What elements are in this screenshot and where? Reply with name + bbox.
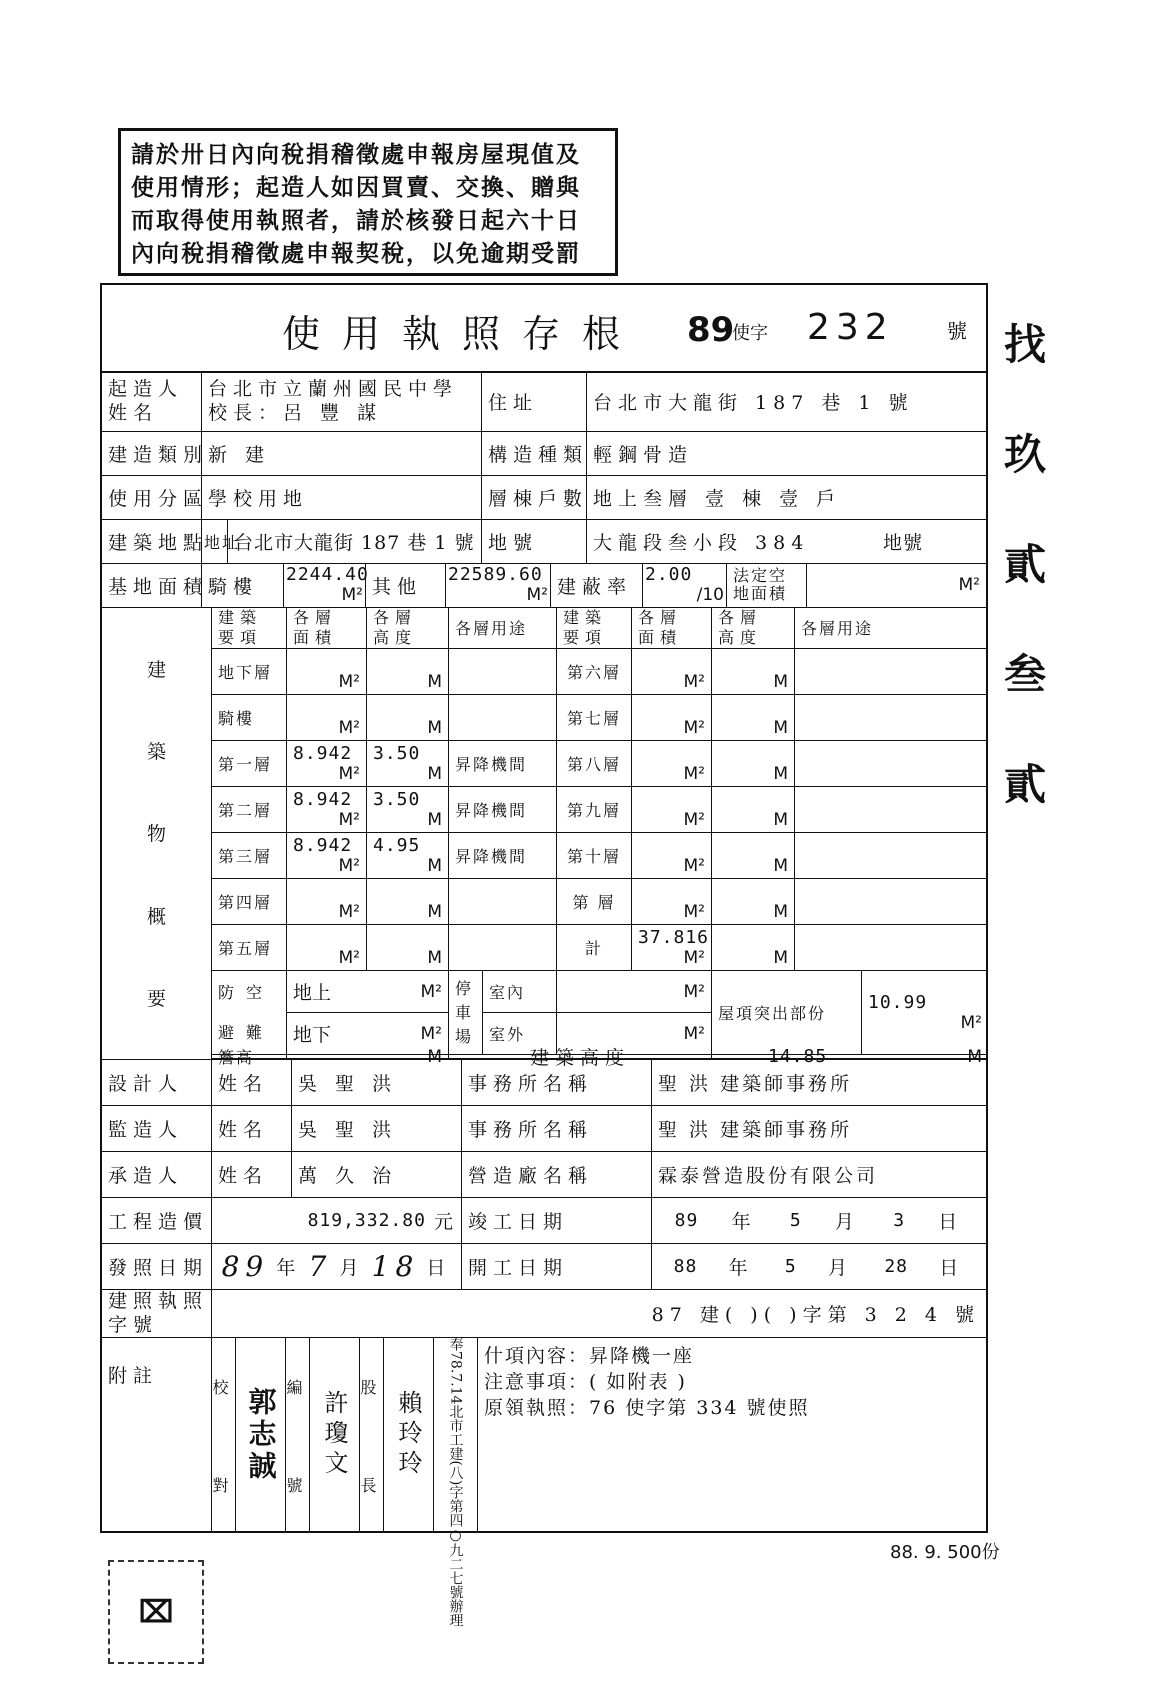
floor-area: 8.942 M² bbox=[287, 833, 367, 879]
start-date: 88 年 5 月 28 日 bbox=[673, 1255, 965, 1279]
designer-office: 聖 洪 建築師事務所 bbox=[658, 1072, 853, 1095]
print-note: 88. 9. 500份 bbox=[890, 1542, 1000, 1563]
floor-item: 計 bbox=[557, 925, 632, 971]
floor-area: M² bbox=[287, 879, 367, 925]
approval-reference: 奉78.7.14北市工建(八)字第四○九二七號辦理 bbox=[434, 1337, 478, 1533]
applicant-name: 台北市立蘭州國民中學 校長：呂 豐 謀 bbox=[202, 371, 482, 431]
permit-number-label: 建照執照 字號 bbox=[102, 1289, 212, 1337]
floor-use: 昇降機間 bbox=[449, 787, 557, 833]
cost-label: 工程造價 bbox=[102, 1197, 212, 1243]
floor-table bbox=[212, 607, 986, 1069]
floor-item: 第二層 bbox=[212, 787, 287, 833]
structure-value: 輕鋼骨造 bbox=[593, 443, 694, 466]
eave-value: M bbox=[287, 1055, 449, 1059]
floor-use bbox=[795, 787, 988, 833]
contractor-name: 萬 久 治 bbox=[292, 1151, 462, 1197]
air-defense-below: 地下 M² bbox=[287, 1013, 449, 1055]
floor-item: 第九層 bbox=[557, 787, 632, 833]
floor-use bbox=[795, 879, 988, 925]
applicant-address: 台北市大龍街 187 巷 1 號 bbox=[593, 391, 914, 414]
floor-item: 第四層 bbox=[212, 879, 287, 925]
floor-height: M bbox=[712, 879, 795, 925]
floor-area: 37.816 M² bbox=[632, 925, 712, 971]
floor-height: 3.50 M bbox=[367, 741, 449, 787]
floor-height: M bbox=[712, 649, 795, 695]
contractor-label: 承造人 bbox=[102, 1151, 212, 1197]
floor-area: M² bbox=[632, 833, 712, 879]
construction-type-value: 新 建 bbox=[202, 431, 482, 475]
side-mark: 找 bbox=[1003, 320, 1046, 369]
permit-year: 89 bbox=[687, 310, 735, 350]
floor-area: M² bbox=[632, 695, 712, 741]
floor-area: M² bbox=[632, 879, 712, 925]
floor-use bbox=[795, 695, 988, 741]
building-height-label: 建築高度 bbox=[449, 1055, 712, 1059]
header-use: 各層用途 bbox=[795, 607, 988, 649]
parking-indoor-value: M² bbox=[557, 971, 712, 1013]
header-use: 各層用途 bbox=[449, 607, 557, 649]
notice-line: 內向稅捐稽徵處申報契稅，以免逾期受罰 bbox=[131, 241, 581, 267]
header-area: 各層 面積 bbox=[287, 607, 367, 649]
stamp-chief: 賴玲玲 bbox=[384, 1337, 434, 1533]
permit-zi: 使字 bbox=[732, 323, 768, 344]
floor-height: 3.50 M bbox=[367, 787, 449, 833]
supervisor-office: 聖 洪 建築師事務所 bbox=[658, 1118, 853, 1141]
lot-label: 地號 bbox=[482, 519, 587, 563]
applicant-label: 起造人 姓名 bbox=[102, 371, 202, 431]
air-defense-above: 地上 M² bbox=[287, 971, 449, 1013]
floor-item: 第一層 bbox=[212, 741, 287, 787]
finish-date: 89 年 5 月 3 日 bbox=[674, 1209, 964, 1233]
issue-date-row bbox=[102, 1243, 986, 1290]
supervisor-name: 吳 聖 洪 bbox=[292, 1105, 462, 1151]
remarks-note: 注意事項：( 如附表 ) bbox=[484, 1371, 687, 1393]
contractor-firm-label: 營造廠名稱 bbox=[462, 1151, 652, 1197]
floor-area: M² bbox=[287, 925, 367, 971]
title-row bbox=[102, 285, 986, 373]
floor-item: 第三層 bbox=[212, 833, 287, 879]
floor-item: 第八層 bbox=[557, 741, 632, 787]
designer-label: 設計人 bbox=[102, 1059, 212, 1105]
header-item: 建築 要項 bbox=[557, 607, 632, 649]
floor-item: 騎樓 bbox=[212, 695, 287, 741]
arcade-label: 騎樓 bbox=[202, 563, 284, 607]
open-space-label: 法定空 地面積 bbox=[727, 563, 807, 607]
side-marks bbox=[995, 290, 1055, 840]
site-area-row bbox=[102, 563, 986, 608]
arcade-area: 2244.40 M² bbox=[286, 564, 369, 605]
floor-use bbox=[795, 741, 988, 787]
roof-label: 屋項突出部份 bbox=[712, 971, 862, 1055]
header-area: 各層 面積 bbox=[632, 607, 712, 649]
cost-row bbox=[102, 1197, 986, 1244]
floor-area: M² bbox=[632, 787, 712, 833]
header-height: 各層 高度 bbox=[712, 607, 795, 649]
site-area-label: 基地面積 bbox=[102, 563, 202, 607]
floor-use bbox=[449, 695, 557, 741]
seal-stamp: ⌧ bbox=[108, 1560, 204, 1664]
side-mark: 貳 bbox=[1003, 540, 1046, 589]
supervisor-name-label: 姓名 bbox=[212, 1105, 292, 1151]
eave-label: 簷高 bbox=[212, 1055, 287, 1059]
floor-use bbox=[449, 879, 557, 925]
floor-use bbox=[795, 833, 988, 879]
floor-height: M bbox=[367, 695, 449, 741]
remarks-content bbox=[478, 1337, 986, 1533]
floor-item: 第六層 bbox=[557, 649, 632, 695]
floor-area: 8.942 M² bbox=[287, 787, 367, 833]
designer-name-label: 姓名 bbox=[212, 1059, 292, 1105]
coverage-label: 建蔽率 bbox=[551, 563, 643, 607]
floor-height: M bbox=[367, 925, 449, 971]
side-mark: 叁 bbox=[1003, 650, 1046, 699]
permit-hao: 號 bbox=[947, 319, 967, 343]
floor-area: M² bbox=[632, 649, 712, 695]
zoning-row bbox=[102, 475, 986, 520]
lot-suffix: 地號 bbox=[883, 531, 924, 554]
header-height: 各層 高度 bbox=[367, 607, 449, 649]
designer-office-label: 事務所名稱 bbox=[462, 1059, 652, 1105]
remarks-item: 什項內容：昇降機一座 bbox=[484, 1345, 695, 1367]
form-title: 使用執照存根 bbox=[282, 312, 643, 356]
floor-height: M bbox=[712, 833, 795, 879]
other-label: 其他 bbox=[366, 563, 446, 607]
proof-col-label: 校 對 bbox=[212, 1337, 236, 1533]
floor-height: M bbox=[712, 787, 795, 833]
structure-label: 構造種類 bbox=[482, 431, 587, 475]
remarks-orig: 原領執照：76 使字第 334 號使照 bbox=[484, 1397, 810, 1419]
supervisor-office-label: 事務所名稱 bbox=[462, 1105, 652, 1151]
floor-height: M bbox=[712, 741, 795, 787]
construction-type-row bbox=[102, 431, 986, 476]
parking-outdoor-value: M² bbox=[557, 1013, 712, 1055]
issue-date: 89 年 7 月 18 日 bbox=[212, 1243, 462, 1289]
floor-area: M² bbox=[287, 649, 367, 695]
designer-row bbox=[102, 1059, 986, 1106]
building-overview bbox=[102, 607, 986, 1069]
floor-item: 第 層 bbox=[557, 879, 632, 925]
floor-use: 昇降機間 bbox=[449, 833, 557, 879]
side-mark: 貳 bbox=[1003, 760, 1046, 809]
chief-col-label: 股 長 bbox=[360, 1337, 384, 1533]
floors-label: 層棟戶數 bbox=[482, 475, 587, 519]
building-height-value: 14.85 M bbox=[712, 1055, 988, 1059]
parking-label: 停 車 場 bbox=[449, 971, 483, 1055]
floors-value: 地上叁層 壹 棟 壹 戶 bbox=[593, 487, 842, 510]
finish-date-label: 竣工日期 bbox=[462, 1197, 652, 1243]
applicant-row bbox=[102, 371, 986, 432]
notice-line: 使用情形；起造人如因買賣、交換、贈與 bbox=[131, 175, 581, 201]
issue-date-label: 發照日期 bbox=[102, 1243, 212, 1289]
stamp-editor: 許瓊文 bbox=[310, 1337, 360, 1533]
location-label: 建築地點 bbox=[102, 519, 202, 563]
floor-height: 4.95 M bbox=[367, 833, 449, 879]
contractor-row bbox=[102, 1151, 986, 1198]
roof-value: 10.99 M² bbox=[862, 971, 988, 1055]
floor-use bbox=[449, 925, 557, 971]
floor-height: M bbox=[712, 925, 795, 971]
supervisor-label: 監造人 bbox=[102, 1105, 212, 1151]
floor-item: 第七層 bbox=[557, 695, 632, 741]
floor-use bbox=[795, 925, 988, 971]
notice-line: 請於卅日內向稅捐稽徵處申報房屋現值及 bbox=[131, 142, 581, 168]
floor-item: 第十層 bbox=[557, 833, 632, 879]
location-address: 台北市大龍街 187 巷 1 號 bbox=[228, 519, 482, 563]
coverage-value: 2.00 /10 bbox=[643, 563, 727, 607]
location-row bbox=[102, 519, 986, 564]
floor-area: M² bbox=[632, 741, 712, 787]
contractor-name-label: 姓名 bbox=[212, 1151, 292, 1197]
start-date-label: 開工日期 bbox=[462, 1243, 652, 1289]
header-item: 建築 要項 bbox=[212, 607, 287, 649]
zoning-value: 學校用地 bbox=[202, 475, 482, 519]
supervisor-row bbox=[102, 1105, 986, 1152]
air-defense-label: 防空 避難 bbox=[212, 971, 287, 1055]
edit-col-label: 編 號 bbox=[286, 1337, 310, 1533]
parking-indoor-label: 室內 bbox=[483, 971, 557, 1013]
address-tag: 地址 bbox=[202, 519, 228, 563]
floor-height: M bbox=[367, 879, 449, 925]
designer-name: 吳 聖 洪 bbox=[292, 1059, 462, 1105]
floor-use bbox=[795, 649, 988, 695]
floor-area: M² bbox=[287, 695, 367, 741]
floor-use: 昇降機間 bbox=[449, 741, 557, 787]
remarks-label: 附註 bbox=[102, 1337, 212, 1533]
permit-number: 232 bbox=[807, 307, 894, 348]
tax-notice-box bbox=[118, 128, 618, 276]
floor-area: 8.942 M² bbox=[287, 741, 367, 787]
other-area: 22589.60 M² bbox=[446, 563, 551, 607]
side-mark: 玖 bbox=[1003, 430, 1046, 479]
stamp-proofreader: 郭志誠 bbox=[236, 1337, 286, 1533]
address-label: 住址 bbox=[482, 371, 587, 431]
floor-use bbox=[449, 649, 557, 695]
permit-number-value: 87 建( )( )字第 3 2 4 號 bbox=[651, 1303, 980, 1326]
floor-height: M bbox=[712, 695, 795, 741]
open-space-value: M² bbox=[958, 575, 980, 595]
floor-item: 地下層 bbox=[212, 649, 287, 695]
contractor-firm: 霖泰營造股份有限公司 bbox=[658, 1164, 879, 1187]
floor-item: 第五層 bbox=[212, 925, 287, 971]
building-side-label: 建 築 物 概 要 bbox=[102, 607, 212, 1059]
cost-value: 819,332.80 元 bbox=[212, 1197, 462, 1243]
floor-height: M bbox=[367, 649, 449, 695]
parking-outdoor-label: 室外 bbox=[483, 1013, 557, 1055]
construction-type-label: 建造類別 bbox=[102, 431, 202, 475]
lot-value: 大龍段叁小段 384 bbox=[593, 531, 810, 554]
zoning-label: 使用分區 bbox=[102, 475, 202, 519]
notice-line: 而取得使用執照者，請於核發日起六十日 bbox=[131, 208, 581, 234]
permit-number-row bbox=[102, 1289, 986, 1338]
